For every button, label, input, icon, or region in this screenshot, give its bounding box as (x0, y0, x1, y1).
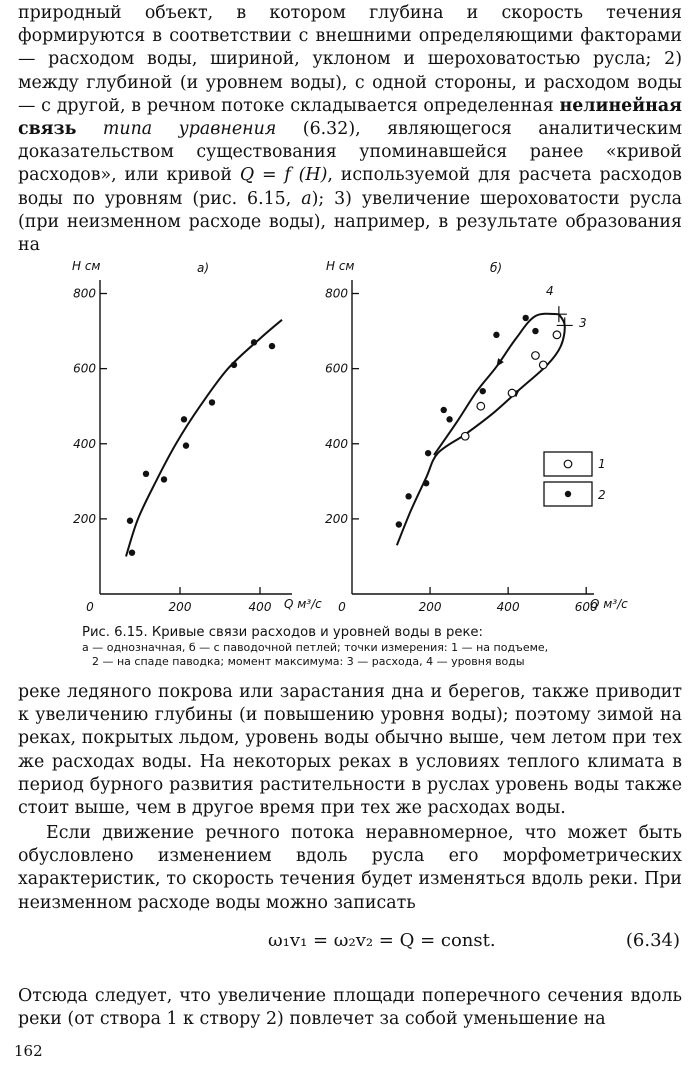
figure-reference: а (301, 188, 312, 209)
equation-body: ω₁v₁ = ω₂v₂ = Q = const. (268, 930, 496, 951)
measurement-point (127, 518, 133, 524)
caption-title: Рис. 6.15. Кривые связи расходов и уровней воды в реке: (82, 625, 483, 640)
rising-stage-point (477, 402, 485, 410)
falling-limb-arrow (496, 358, 503, 367)
panel-b-y-tick-label: 600 (325, 361, 348, 376)
paragraph-nonuniform-flow: Если движение речного потока неравномерное, что может быть обусловлено изменением вдоль русла его морфометрических характеристик, то скорость течения будет изменяться вдоль реки. При неизменном расходе воды можно записать (18, 823, 682, 913)
rising-stage-point (532, 352, 540, 360)
panel-a-x-tick-label: 0 (86, 600, 94, 614)
panel-a-y-axis-label: H см (72, 259, 101, 273)
legend-label-2: 2 (598, 488, 606, 502)
panel-b-x-axis-label: Q м³/с (590, 597, 628, 611)
panel-b-curves (397, 306, 573, 545)
panel-a-y-tick-label: 200 (73, 511, 96, 526)
figure-6-15 (62, 254, 652, 626)
panel-b-x-tick-label: 200 (418, 600, 442, 614)
italic-term: типа уравнения (76, 119, 277, 140)
panel-b-y-tick-label: 800 (325, 286, 348, 301)
legend-open-circle-icon (564, 460, 572, 468)
falling-stage-point (480, 388, 486, 394)
falling-stage-point (493, 332, 499, 338)
legend-filled-dot-icon (565, 491, 571, 497)
legend (544, 452, 606, 506)
caption-note-2: 2 — на спаде паводка; момент максимума: 3 — расхода, 4 — уровня воды (92, 655, 525, 668)
panel-b-points (396, 315, 561, 528)
measurement-point (231, 362, 237, 368)
rising-limb-curve (397, 314, 565, 545)
panel-b-x-tick-label: 600 (574, 600, 598, 614)
chart-panel-b (325, 259, 628, 614)
falling-stage-point (441, 407, 447, 413)
panel-b-y-tick-label: 400 (325, 436, 348, 451)
inline-formula: Q = f (H) (239, 165, 328, 186)
rising-stage-point (553, 331, 561, 339)
panel-a-y-tick-label: 600 (73, 361, 96, 376)
panel-a-label: а) (197, 261, 210, 275)
equation-number: (6.34) (625, 930, 680, 951)
paragraph-text: ); 3) увеличение шероховатости русла (при неизменном расходе воды), например, в результате образования на (18, 188, 682, 256)
measurement-point (269, 343, 275, 349)
falling-stage-point (425, 450, 431, 456)
measurement-point (183, 442, 189, 448)
measurement-point (209, 399, 215, 405)
legend-label-1: 1 (598, 457, 606, 471)
panel-b-y-axis-label: H см (326, 259, 355, 273)
paragraph-top (18, 2, 682, 257)
rising-stage-point (461, 432, 469, 440)
panel-a-points (127, 339, 275, 556)
falling-stage-point (522, 315, 528, 321)
falling-stage-point (446, 416, 452, 422)
paragraph-text: , используемой для расчета расходов воды по уровням (рис. 6.15, (18, 165, 682, 209)
panel-a-x-axis-label: Q м³/с (284, 597, 322, 611)
measurement-point (143, 471, 149, 477)
bold-term: нелинейная связь (18, 95, 682, 140)
chart-panel-a (72, 259, 322, 614)
figure-caption (82, 624, 642, 669)
paragraph-ice-cover: реке ледяного покрова или зарастания дна и берегов, также приводит к увеличению глубины (и повышению уровня воды); поэтому зимой на реках, покрытых льдом, уровень воды обычно выше, чем летом при тех же расходах воды. На некоторых реках в условиях теплого климата в период бурного развития растительности в руслах уровень воды также стоит выше, чем в другое время при тех же расходах воды. (18, 682, 682, 819)
falling-stage-point (532, 328, 538, 334)
falling-stage-point (405, 493, 411, 499)
marker-max-level-label: 4 (546, 284, 554, 298)
panel-b-label: б) (490, 261, 503, 275)
panel-a-x-tick-label: 400 (248, 600, 272, 614)
rising-stage-point (508, 389, 516, 397)
falling-stage-point (396, 521, 402, 527)
panel-a-curves (126, 320, 282, 557)
measurement-point (251, 339, 257, 345)
paragraph-text: природный объект, в котором глубина и скорость течения формируются в соответствии с внешними определяющими факторами — расходом воды, шириной, уклоном и шероховатостью русла; 2) между глубиной (и уровнем воды), с одной стороны, и расходом воды — с другой, в речном потоке складывается определенная (18, 3, 682, 116)
measurement-point (129, 549, 135, 555)
marker-max-discharge-label: 3 (579, 316, 587, 330)
panel-a-y-tick-label: 400 (73, 436, 96, 451)
paragraph-text: (6.32), являющегося аналитическим доказательством существования упоминавшейся ранее «кривой расходов», или кривой (18, 119, 682, 186)
measurement-point (161, 476, 167, 482)
panel-b-axes (352, 280, 594, 594)
rating-curve (126, 320, 282, 557)
falling-stage-point (423, 480, 429, 486)
caption-note-1: а — однозначная, б — с паводочной петлей; точки измерения: 1 — на подъеме, (82, 641, 549, 654)
paragraph-consequence: Отсюда следует, что увеличение площади поперечного сечения вдоль реки (от створа 1 к створу 2) повлечет за собой уменьшение на (18, 986, 682, 1030)
equation-6-34 (18, 930, 682, 956)
panel-b-x-tick-label: 400 (496, 600, 520, 614)
panel-a-y-tick-label: 800 (73, 286, 96, 301)
panel-b-x-tick-label: 0 (338, 600, 346, 614)
page-number: 162 (14, 1042, 43, 1060)
panel-a-x-tick-label: 200 (168, 600, 192, 614)
panel-b-y-tick-label: 200 (325, 511, 348, 526)
rising-stage-point (539, 361, 547, 369)
measurement-point (181, 416, 187, 422)
